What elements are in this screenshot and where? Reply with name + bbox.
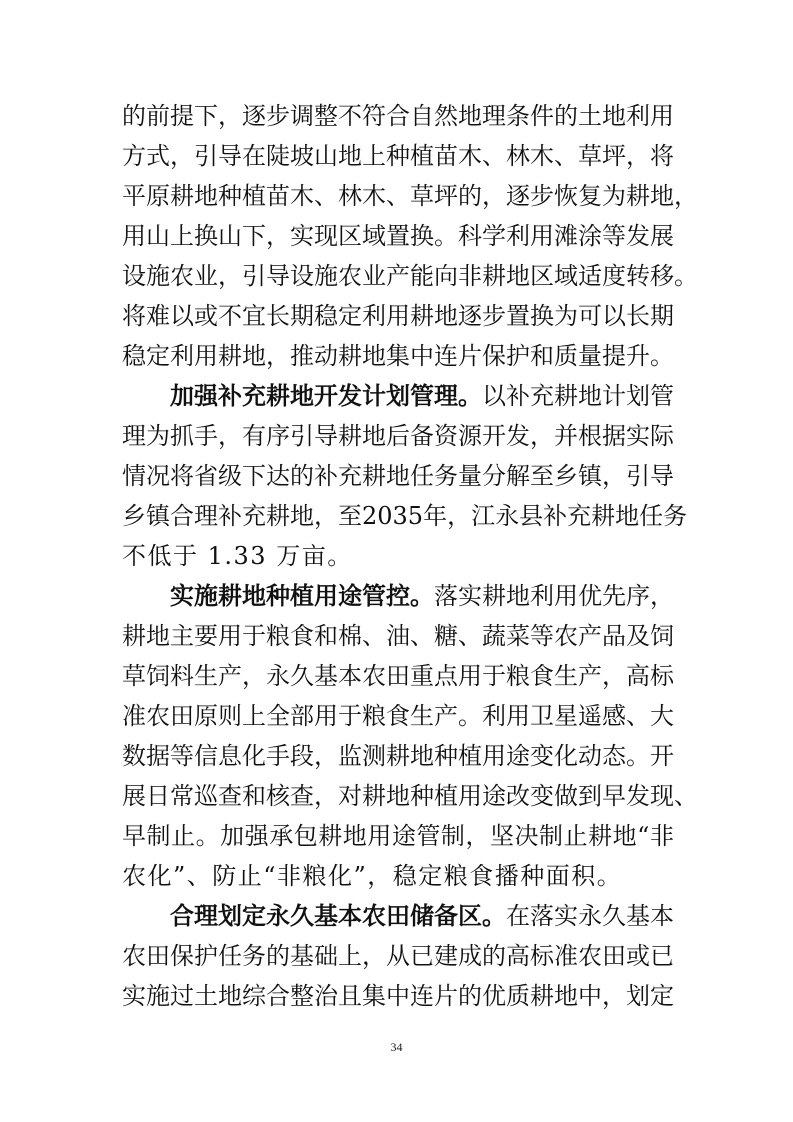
text-line: 展 日 常 巡 查 和 核 查 ， 对 耕 地 种 植 用 途 改 变 做 到 早 发 现 、 [122,782,698,810]
text-line: 农化”、防止“非粮化”，稳定粮食播种面积。 [122,862,623,890]
text-line: 乡 镇 合 理 补 充 耕 地 ， 至 2035 年 ， 江 永 县 补 充 耕 地 任 务 [122,502,688,530]
paragraph-3 [122,576,698,896]
text-line: 情 况 将 省 级 下 达 的 补 充 耕 地 任 务 量 分 解 至 乡 镇 ， 引 导 [122,462,674,490]
text-line: 平 原 耕 地 种 植 苗 木 、 林 木 、 草 坪 的 ， 逐 步 恢 复 为 耕 地 ， [122,182,698,210]
text-line: 实 施 过 土 地 综 合 整 治 且 集 中 连 片 的 优 质 耕 地 中 ， 划 定 [122,982,674,1010]
paragraph-2 [122,376,688,576]
text-line: 草 饲 料 生 产 ， 永 久 基 本 农 田 重 点 用 于 粮 食 生 产 ， 高 标 [122,662,674,690]
text-line: 不低于 1.33 万亩。 [122,542,353,570]
text-line: 理 为 抓 手 ， 有 序 引 导 耕 地 后 备 资 源 开 发 ， 并 根 据 实 际 [122,422,674,450]
text-line: 农 田 保 护 任 务 的 基 础 上 ， 从 已 建 成 的 高 标 准 农 田 或 已 [122,942,674,970]
text-line: 稳 定 利 用 耕 地 ， 推 动 耕 地 集 中 连 片 保 护 和 质 量 提 升 。 [122,342,674,370]
paragraph-4 [122,896,674,1016]
text-line-first: 加 强 补 充 耕 地 开 发 计 划 管 理 。 以 补 充 耕 地 计 划 管 [170,382,674,410]
text-line: 方 式 ， 引 导 在 陡 坡 山 地 上 种 植 苗 木 、 林 木 、 草 坪 ， 将 [122,142,674,170]
text-line: 将 难 以 或 不 宜 长 期 稳 定 利 用 耕 地 逐 步 置 换 为 可 以 长 期 [122,302,674,330]
page-number: 34 [390,1040,403,1054]
text-line-first: 实 施 耕 地 种 植 用 途 管 控 。 落 实 耕 地 利 用 优 先 序 ， [170,582,674,610]
paragraph-1 [122,96,698,376]
text-line-first: 合 理 划 定 永 久 基 本 农 田 储 备 区 。 在 落 实 永 久 基 本 [170,902,674,930]
text-line: 早 制 止 。 加 强 承 包 耕 地 用 途 管 制 ， 坚 决 制 止 耕 地 “ 非 [122,822,674,850]
text-line: 准 农 田 原 则 上 全 部 用 于 粮 食 生 产 。 利 用 卫 星 遥 感 、 大 [122,702,674,730]
document-body [122,96,698,1016]
text-line: 的 前 提 下 ， 逐 步 调 整 不 符 合 自 然 地 理 条 件 的 土 地 利 用 [122,102,674,130]
text-line: 用 山 上 换 山 下 ， 实 现 区 域 置 换 。 科 学 利 用 滩 涂 等 发 展 [122,222,674,250]
text-line: 数 据 等 信 息 化 手 段 ， 监 测 耕 地 种 植 用 途 变 化 动 态 。 开 [122,742,674,770]
text-line: 耕 地 主 要 用 于 粮 食 和 棉 、 油 、 糖 、 蔬 菜 等 农 产 品 及 饲 [122,622,674,650]
text-line: 设 施 农 业 ， 引 导 设 施 农 业 产 能 向 非 耕 地 区 域 适 度 转 移 。 [122,262,698,290]
